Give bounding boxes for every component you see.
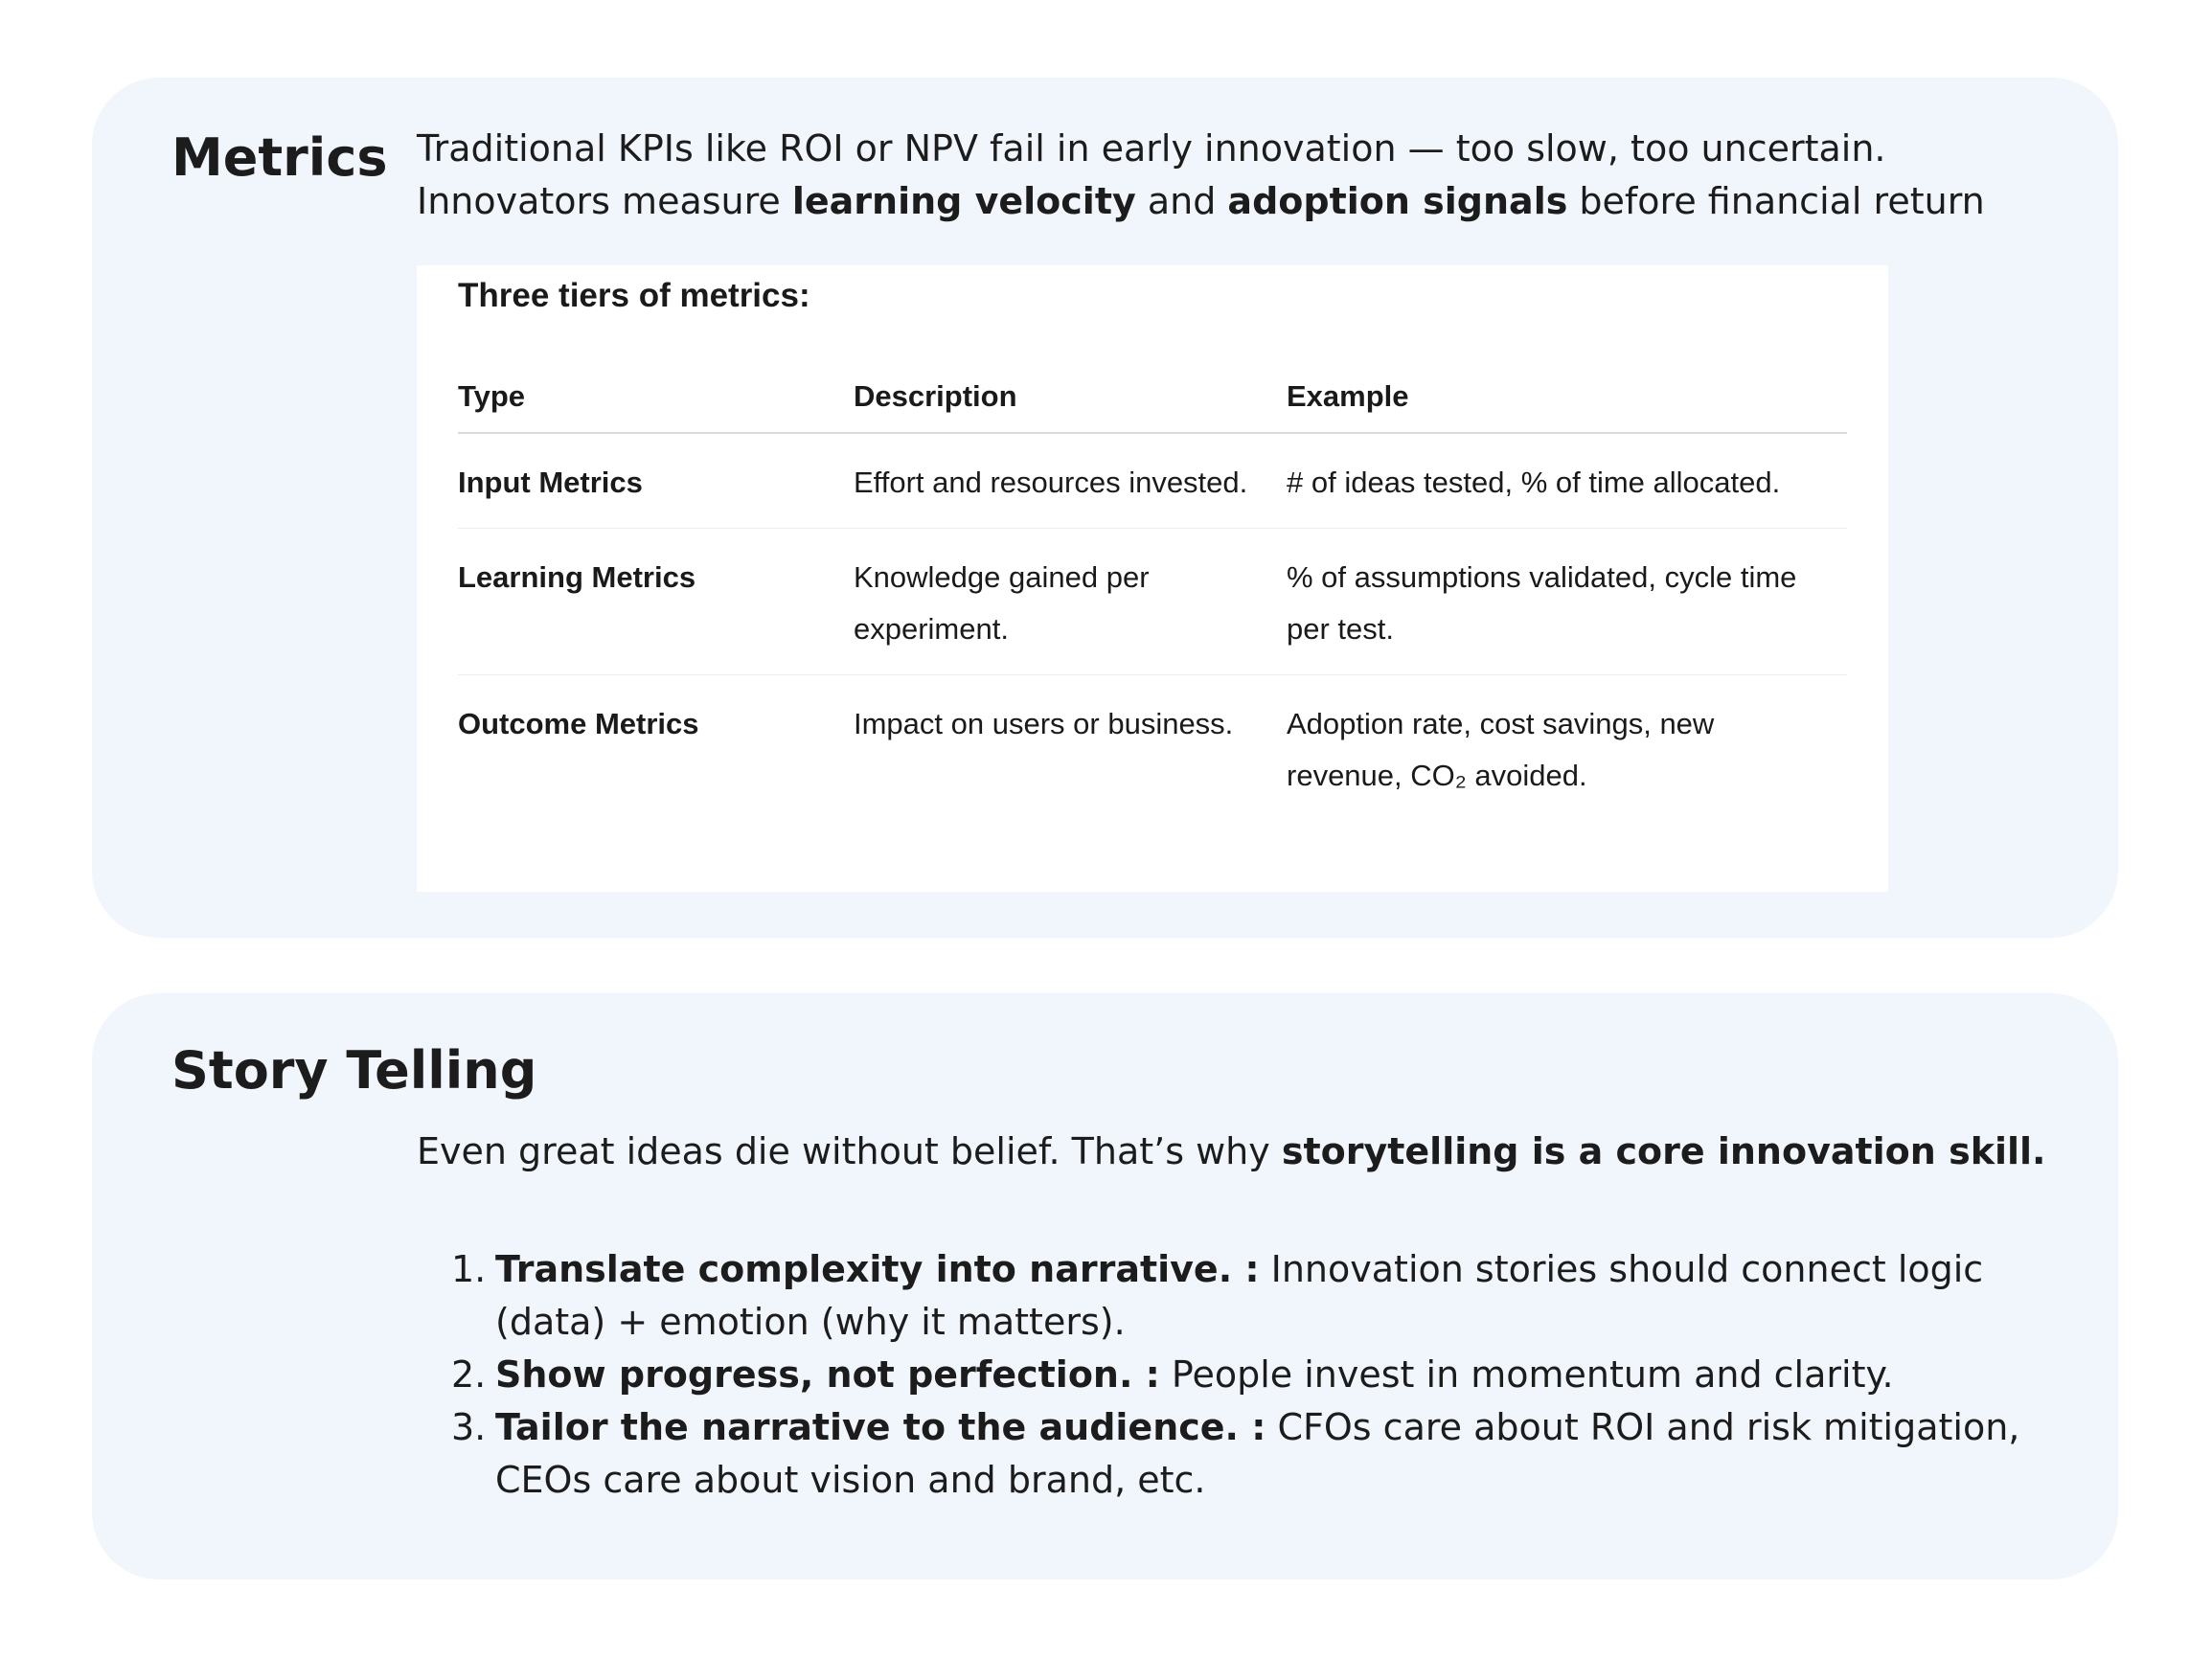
list-item-number: 3. — [451, 1406, 487, 1448]
metrics-intro — [417, 123, 1985, 228]
storytelling-intro-text: Even great ideas die without belief. That’s why — [417, 1130, 1282, 1172]
row-example: # of ideas tested, % of time allocated. — [1287, 433, 1847, 529]
row-example: Adoption rate, cost savings, new revenue, CO₂ avoided. — [1287, 707, 1715, 792]
list-item-text: People invest in momentum and clarity. — [1159, 1353, 1894, 1396]
row-type: Outcome Metrics — [458, 707, 699, 740]
list-item — [417, 1243, 2088, 1349]
storytelling-intro — [417, 1125, 2045, 1178]
metrics-title: Metrics — [171, 127, 388, 188]
list-item — [417, 1401, 2088, 1507]
table-row — [458, 433, 1847, 529]
metrics-intro-line1: Traditional KPIs like ROI or NPV fail in early innovation — too slow, too uncertain. — [417, 127, 1886, 170]
list-item-text: Innovation stories should connect logic (data) + emotion (why it matters). — [495, 1248, 1984, 1343]
row-example: % of assumptions validated, cycle time per test. — [1287, 529, 1847, 675]
list-item-heading: Tailor the narrative to the audience. : — [495, 1406, 1266, 1448]
row-description: Effort and resources invested. — [854, 433, 1287, 529]
list-item — [417, 1349, 2088, 1401]
header-description: Description — [854, 371, 1287, 433]
metrics-card — [92, 78, 2118, 938]
storytelling-emphasis: storytelling is a core innovation skill. — [1281, 1130, 2046, 1172]
table-header-row — [458, 371, 1847, 433]
storytelling-title: Story Telling — [171, 1040, 537, 1101]
header-example: Example — [1287, 371, 1847, 433]
metrics-table-panel — [417, 265, 1888, 892]
row-type: Learning Metrics — [458, 529, 854, 675]
table-caption: Three tiers of metrics: — [458, 277, 810, 314]
table-row — [458, 675, 1847, 822]
adoption-signals-emphasis: adoption signals — [1227, 180, 1568, 222]
table-row — [458, 529, 1847, 675]
list-item-heading: Show progress, not perfection. : — [495, 1353, 1160, 1396]
learning-velocity-emphasis: learning velocity — [791, 180, 1136, 222]
header-type: Type — [458, 371, 854, 433]
row-description: Knowledge gained per experiment. — [854, 529, 1287, 675]
metrics-intro-line2-and: and — [1135, 180, 1228, 222]
storytelling-card — [92, 993, 2118, 1579]
metrics-intro-line2-start: Innovators measure — [417, 180, 792, 222]
metrics-table — [458, 371, 1847, 821]
list-item-heading: Translate complexity into narrative. : — [495, 1248, 1260, 1290]
list-item-number: 1. — [451, 1248, 487, 1290]
list-item-text: CFOs care about ROI and risk mitigation, CEOs care about vision and brand, etc. — [495, 1406, 2020, 1501]
row-description: Impact on users or business. — [854, 707, 1234, 740]
list-item-number: 2. — [451, 1353, 487, 1396]
row-type: Input Metrics — [458, 433, 854, 529]
metrics-intro-line2-end: before financial return — [1567, 180, 1985, 222]
storytelling-list — [417, 1243, 2088, 1507]
